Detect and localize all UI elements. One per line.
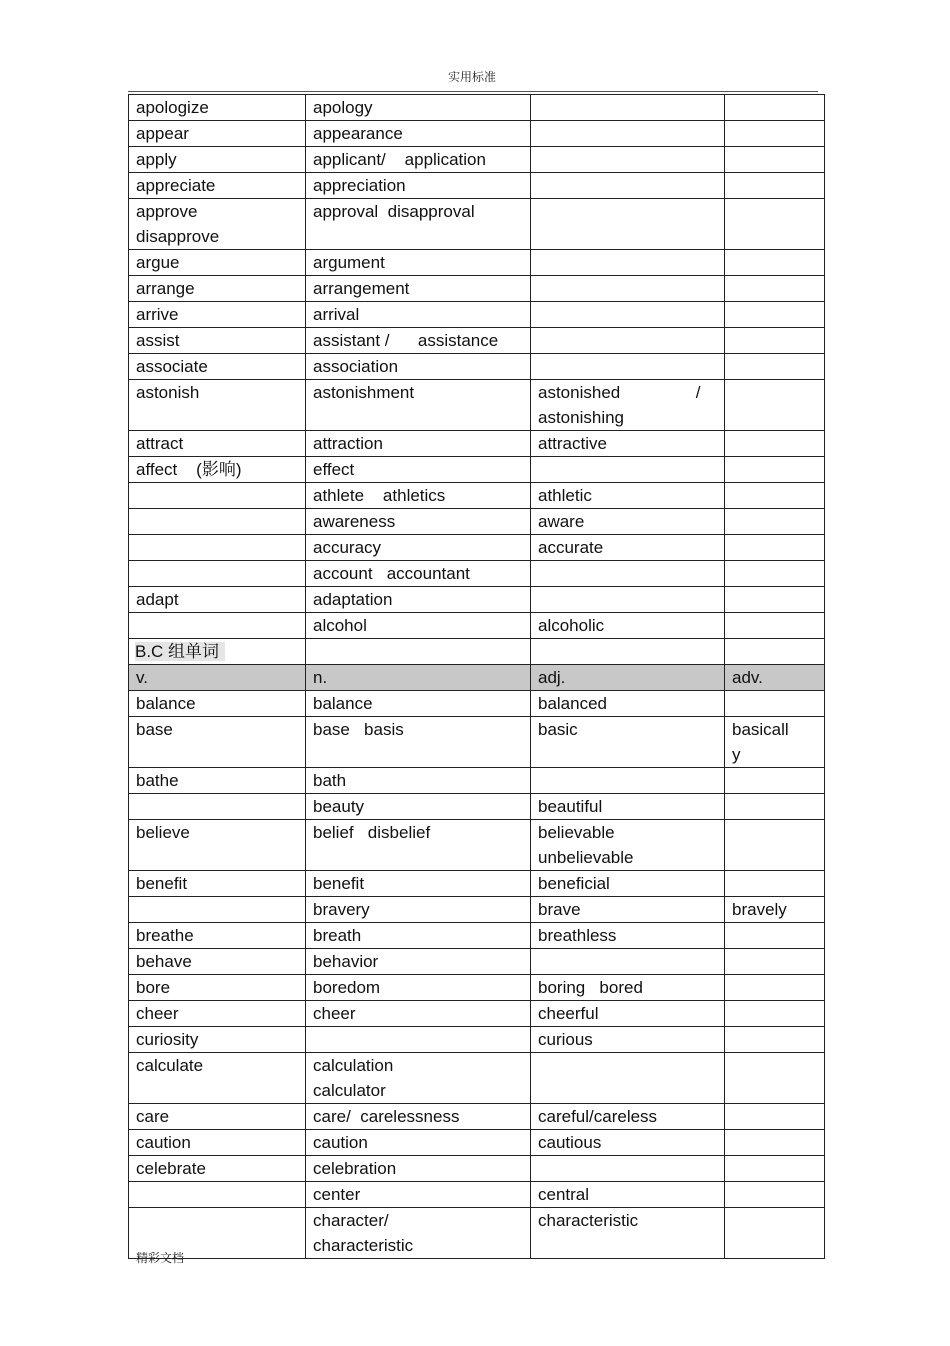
cell-text: celebration [313, 1159, 397, 1178]
cell-verb [129, 949, 306, 975]
table-row [129, 897, 825, 923]
cell-adverb [725, 975, 825, 1001]
table-row [129, 587, 825, 613]
cell-verb [129, 121, 306, 147]
cell-text: balanced [538, 694, 608, 713]
cell-text: balance [136, 694, 196, 713]
cell-text: beautiful [538, 797, 603, 816]
cell-text: arrival [313, 305, 360, 324]
cell-noun [306, 147, 531, 173]
cell-text: curiosity [136, 1030, 199, 1049]
cell-noun [306, 1182, 531, 1208]
cell-text: central [538, 1185, 590, 1204]
cell-text: breathe [136, 926, 194, 945]
cell-verb [129, 561, 306, 587]
cell-text: boring bored [538, 978, 643, 997]
cell-text: believe [136, 823, 190, 842]
cell-noun [306, 1053, 531, 1104]
cell-adjective [531, 431, 725, 457]
cell-verb [129, 328, 306, 354]
table-row [129, 820, 825, 871]
cell-adjective [531, 121, 725, 147]
cell-text: attract [136, 434, 184, 453]
page-footer: 精彩文档 [136, 1251, 185, 1265]
cell-noun [306, 302, 531, 328]
cell-noun [306, 199, 531, 250]
cell-noun [306, 768, 531, 794]
table-row [129, 1001, 825, 1027]
table-row [129, 95, 825, 121]
cell-text: awareness [313, 512, 396, 531]
cell-text: care [136, 1107, 170, 1126]
cell-verb [129, 1027, 306, 1053]
cell-noun [306, 457, 531, 483]
cell-verb [129, 1130, 306, 1156]
table-row [129, 1156, 825, 1182]
cell-text: basicall y [732, 720, 789, 764]
cell-verb [129, 173, 306, 199]
cell-text: appear [136, 124, 189, 143]
cell-adjective [531, 354, 725, 380]
table-row [129, 380, 825, 431]
cell-text: behave [136, 952, 192, 971]
cell-adverb [725, 250, 825, 276]
cell-adverb [725, 1130, 825, 1156]
cell-text: assist [136, 331, 180, 350]
cell-text: basic [538, 720, 578, 739]
cell-adjective [531, 820, 725, 871]
cell-noun [306, 250, 531, 276]
cell-text: accurate [538, 538, 604, 557]
cell-text: appreciation [313, 176, 406, 195]
cell-adjective [531, 561, 725, 587]
table-row [129, 302, 825, 328]
cell-text: apply [136, 150, 177, 169]
cell-noun [306, 871, 531, 897]
cell-verb [129, 509, 306, 535]
cell-text: arrange [136, 279, 195, 298]
cell-text: argument [313, 253, 385, 272]
cell-adverb [725, 95, 825, 121]
cell-text: cheer [313, 1004, 356, 1023]
cell-text: cheer [136, 1004, 179, 1023]
section-b-header [129, 639, 825, 691]
cell-text: account accountant [313, 564, 470, 583]
cell-verb [129, 302, 306, 328]
cell-adjective [531, 949, 725, 975]
cell-adverb [725, 1027, 825, 1053]
table-row [129, 328, 825, 354]
table-row [129, 173, 825, 199]
cell-text: athletic [538, 486, 592, 505]
cell-adverb [725, 302, 825, 328]
cell-text: arrive [136, 305, 179, 324]
cell-text: benefit [136, 874, 188, 893]
cell-text: athlete athletics [313, 486, 446, 505]
cell-adjective [531, 95, 725, 121]
cell-text: careful/careless [538, 1107, 658, 1126]
cell-adverb [725, 276, 825, 302]
cell-adjective [531, 302, 725, 328]
cell-noun [306, 820, 531, 871]
cell-text: brave [538, 900, 581, 919]
cell-adverb [725, 431, 825, 457]
table-row [129, 561, 825, 587]
cell-noun [306, 1104, 531, 1130]
cell-text: beauty [313, 797, 365, 816]
cell-noun [306, 95, 531, 121]
section-title: B.C 组单词 [135, 642, 225, 661]
cell-text: caution [313, 1133, 368, 1152]
cell-verb [129, 975, 306, 1001]
cell-noun [306, 173, 531, 199]
cell-text: base basis [313, 720, 404, 739]
cell-verb [129, 820, 306, 871]
cell-verb [129, 768, 306, 794]
cell-adjective [531, 897, 725, 923]
cell-text: assistant / assistance [313, 331, 499, 350]
table-row [129, 354, 825, 380]
cell-adverb [725, 794, 825, 820]
cell-text: base [136, 720, 173, 739]
cell-text: cheerful [538, 1004, 599, 1023]
cell-verb [129, 717, 306, 768]
table-row [129, 457, 825, 483]
cell-text: balance [313, 694, 373, 713]
cell-noun [306, 431, 531, 457]
table-row [129, 483, 825, 509]
cell-text: applicant/ application [313, 150, 486, 169]
cell-text: association [313, 357, 399, 376]
cell-text: bravery [313, 900, 370, 919]
table-row [129, 147, 825, 173]
cell-noun [306, 923, 531, 949]
cell-verb [129, 1156, 306, 1182]
cell-text: alcohol [313, 616, 367, 635]
cell-adverb [725, 199, 825, 250]
cell-adverb [725, 328, 825, 354]
cell-adverb [725, 121, 825, 147]
cell-text: appearance [313, 124, 403, 143]
cell-adjective [531, 768, 725, 794]
cell-verb [129, 354, 306, 380]
cell-adverb [725, 768, 825, 794]
cell-verb [129, 1053, 306, 1104]
cell-verb [129, 457, 306, 483]
cell-noun [306, 1130, 531, 1156]
cell-adjective [531, 613, 725, 639]
table-row [129, 975, 825, 1001]
cell-text: bathe [136, 771, 179, 790]
cell-verb [129, 871, 306, 897]
cell-verb [129, 1001, 306, 1027]
cell-noun [306, 587, 531, 613]
cell-noun [306, 1156, 531, 1182]
cell-noun [306, 276, 531, 302]
header-rule [128, 91, 818, 92]
cell-adverb [725, 820, 825, 871]
cell-adjective [531, 691, 725, 717]
table-row [129, 1182, 825, 1208]
cell-text: astonishment [313, 383, 415, 402]
cell-adverb [725, 1156, 825, 1182]
table-row [129, 923, 825, 949]
cell-adverb [725, 949, 825, 975]
cell-adjective [531, 1156, 725, 1182]
cell-noun [306, 691, 531, 717]
cell-adverb [725, 897, 825, 923]
cell-text: boredom [313, 978, 381, 997]
page-header: 实用标准 [447, 70, 496, 84]
cell-adverb [725, 1001, 825, 1027]
cell-noun [306, 794, 531, 820]
table-row [129, 949, 825, 975]
cell-text: approve disapprove [136, 202, 220, 246]
cell-noun [306, 717, 531, 768]
cell-adjective [531, 871, 725, 897]
cell-noun [306, 1027, 531, 1053]
cell-text: adaptation [313, 590, 393, 609]
cell-text: cautious [538, 1133, 602, 1152]
table-row [129, 250, 825, 276]
cell-adjective [531, 1053, 725, 1104]
cell-adverb [725, 509, 825, 535]
cell-noun [306, 380, 531, 431]
cell-text: attractive [538, 434, 607, 453]
cell-text: beneficial [538, 874, 610, 893]
cell-text: apology [313, 98, 373, 117]
cell-adjective [531, 923, 725, 949]
cell-adjective [531, 173, 725, 199]
cell-verb [129, 897, 306, 923]
cell-verb [129, 535, 306, 561]
column-header-noun: n. [306, 665, 531, 691]
cell-adjective [531, 1104, 725, 1130]
cell-text: calculate [136, 1056, 204, 1075]
cell-adjective [531, 535, 725, 561]
table-row [129, 1208, 825, 1259]
cell-noun [306, 328, 531, 354]
cell-noun [306, 949, 531, 975]
cell-verb [129, 483, 306, 509]
cell-adjective [531, 975, 725, 1001]
cell-text: apologize [136, 98, 209, 117]
vocabulary-table [128, 94, 825, 1259]
cell-text: celebrate [136, 1159, 206, 1178]
cell-adjective [531, 794, 725, 820]
cell-noun [306, 483, 531, 509]
table-row [129, 199, 825, 250]
cell-adjective [531, 717, 725, 768]
cell-adjective [531, 509, 725, 535]
table-row [129, 613, 825, 639]
cell-adjective [531, 147, 725, 173]
cell-adverb [725, 147, 825, 173]
section-title-cell [129, 639, 306, 665]
cell-adverb [725, 561, 825, 587]
cell-adjective [531, 587, 725, 613]
cell-verb [129, 691, 306, 717]
cell-adjective [531, 457, 725, 483]
table-row [129, 717, 825, 768]
cell-adverb [725, 535, 825, 561]
cell-text: care/ carelessness [313, 1107, 460, 1126]
table-row [129, 121, 825, 147]
cell-text: believable unbelievable [538, 823, 634, 867]
cell-verb [129, 613, 306, 639]
cell-verb [129, 794, 306, 820]
cell-text: alcoholic [538, 616, 605, 635]
cell-noun [306, 1208, 531, 1259]
cell-noun [306, 121, 531, 147]
cell-adverb [725, 1104, 825, 1130]
cell-noun [306, 561, 531, 587]
column-header-adjective: adj. [531, 665, 725, 691]
cell-adverb [725, 1053, 825, 1104]
cell-adverb [725, 483, 825, 509]
table-row [129, 509, 825, 535]
table-body-b [129, 691, 825, 1259]
table-row [129, 1104, 825, 1130]
cell-adjective [531, 1001, 725, 1027]
cell-adverb [725, 587, 825, 613]
cell-adjective [531, 1208, 725, 1259]
table-row [129, 1130, 825, 1156]
cell-adjective [531, 1027, 725, 1053]
cell-text: attraction [313, 434, 383, 453]
cell-text: character/ characteristic [313, 1211, 414, 1255]
table-body-a [129, 95, 825, 639]
cell-adjective [531, 250, 725, 276]
cell-noun [306, 975, 531, 1001]
cell-text: calculation calculator [313, 1056, 394, 1100]
cell-verb [129, 380, 306, 431]
cell-adjective [531, 328, 725, 354]
cell-noun [306, 613, 531, 639]
column-header-adverb: adv. [725, 665, 825, 691]
table-row [129, 691, 825, 717]
cell-verb [129, 431, 306, 457]
table-row [129, 871, 825, 897]
cell-text: bore [136, 978, 171, 997]
cell-text: bath [313, 771, 347, 790]
table-row [129, 431, 825, 457]
cell-verb [129, 923, 306, 949]
cell-noun [306, 509, 531, 535]
cell-verb [129, 587, 306, 613]
cell-verb [129, 1104, 306, 1130]
cell-text: appreciate [136, 176, 216, 195]
cell-text: curious [538, 1030, 593, 1049]
cell-verb [129, 95, 306, 121]
cell-adverb [725, 717, 825, 768]
cell-adjective [531, 483, 725, 509]
cell-noun [306, 354, 531, 380]
cell-adjective [531, 380, 725, 431]
cell-adjective [531, 1182, 725, 1208]
cell-text: adapt [136, 590, 179, 609]
cell-adverb [725, 1208, 825, 1259]
cell-adverb [725, 691, 825, 717]
cell-verb [129, 1182, 306, 1208]
cell-noun [306, 1001, 531, 1027]
cell-adverb [725, 380, 825, 431]
cell-adverb [725, 354, 825, 380]
cell-adverb [725, 173, 825, 199]
cell-text: behavior [313, 952, 379, 971]
cell-text: effect [313, 460, 355, 479]
table-row [129, 794, 825, 820]
cell-verb [129, 199, 306, 250]
cell-text: benefit [313, 874, 365, 893]
cell-text: astonished / astonishing [538, 383, 701, 427]
cell-text: approval disapproval [313, 202, 475, 221]
cell-text: aware [538, 512, 585, 531]
cell-text: accuracy [313, 538, 382, 557]
cell-adjective [531, 276, 725, 302]
cell-text: argue [136, 253, 180, 272]
cell-adverb [725, 613, 825, 639]
cell-noun [306, 535, 531, 561]
cell-verb [129, 147, 306, 173]
table-row [129, 535, 825, 561]
table-row [129, 768, 825, 794]
cell-text: astonish [136, 383, 200, 402]
cell-text: affect (影响) [136, 460, 242, 479]
cell-adverb [725, 457, 825, 483]
cell-verb [129, 276, 306, 302]
cell-noun [306, 897, 531, 923]
cell-text: breath [313, 926, 362, 945]
cell-text: belief disbelief [313, 823, 431, 842]
cell-text: center [313, 1185, 361, 1204]
cell-verb [129, 250, 306, 276]
cell-text: arrangement [313, 279, 410, 298]
cell-text: breathless [538, 926, 617, 945]
cell-text: caution [136, 1133, 191, 1152]
table-row [129, 276, 825, 302]
cell-adverb [725, 871, 825, 897]
cell-adjective [531, 199, 725, 250]
cell-text: associate [136, 357, 208, 376]
cell-adverb [725, 923, 825, 949]
cell-adjective [531, 1130, 725, 1156]
table-row [129, 1027, 825, 1053]
cell-text: bravely [732, 900, 787, 919]
column-header-verb: v. [129, 665, 306, 691]
table-row [129, 1053, 825, 1104]
cell-text: characteristic [538, 1211, 639, 1230]
column-header-row [129, 665, 825, 691]
cell-adverb [725, 1182, 825, 1208]
